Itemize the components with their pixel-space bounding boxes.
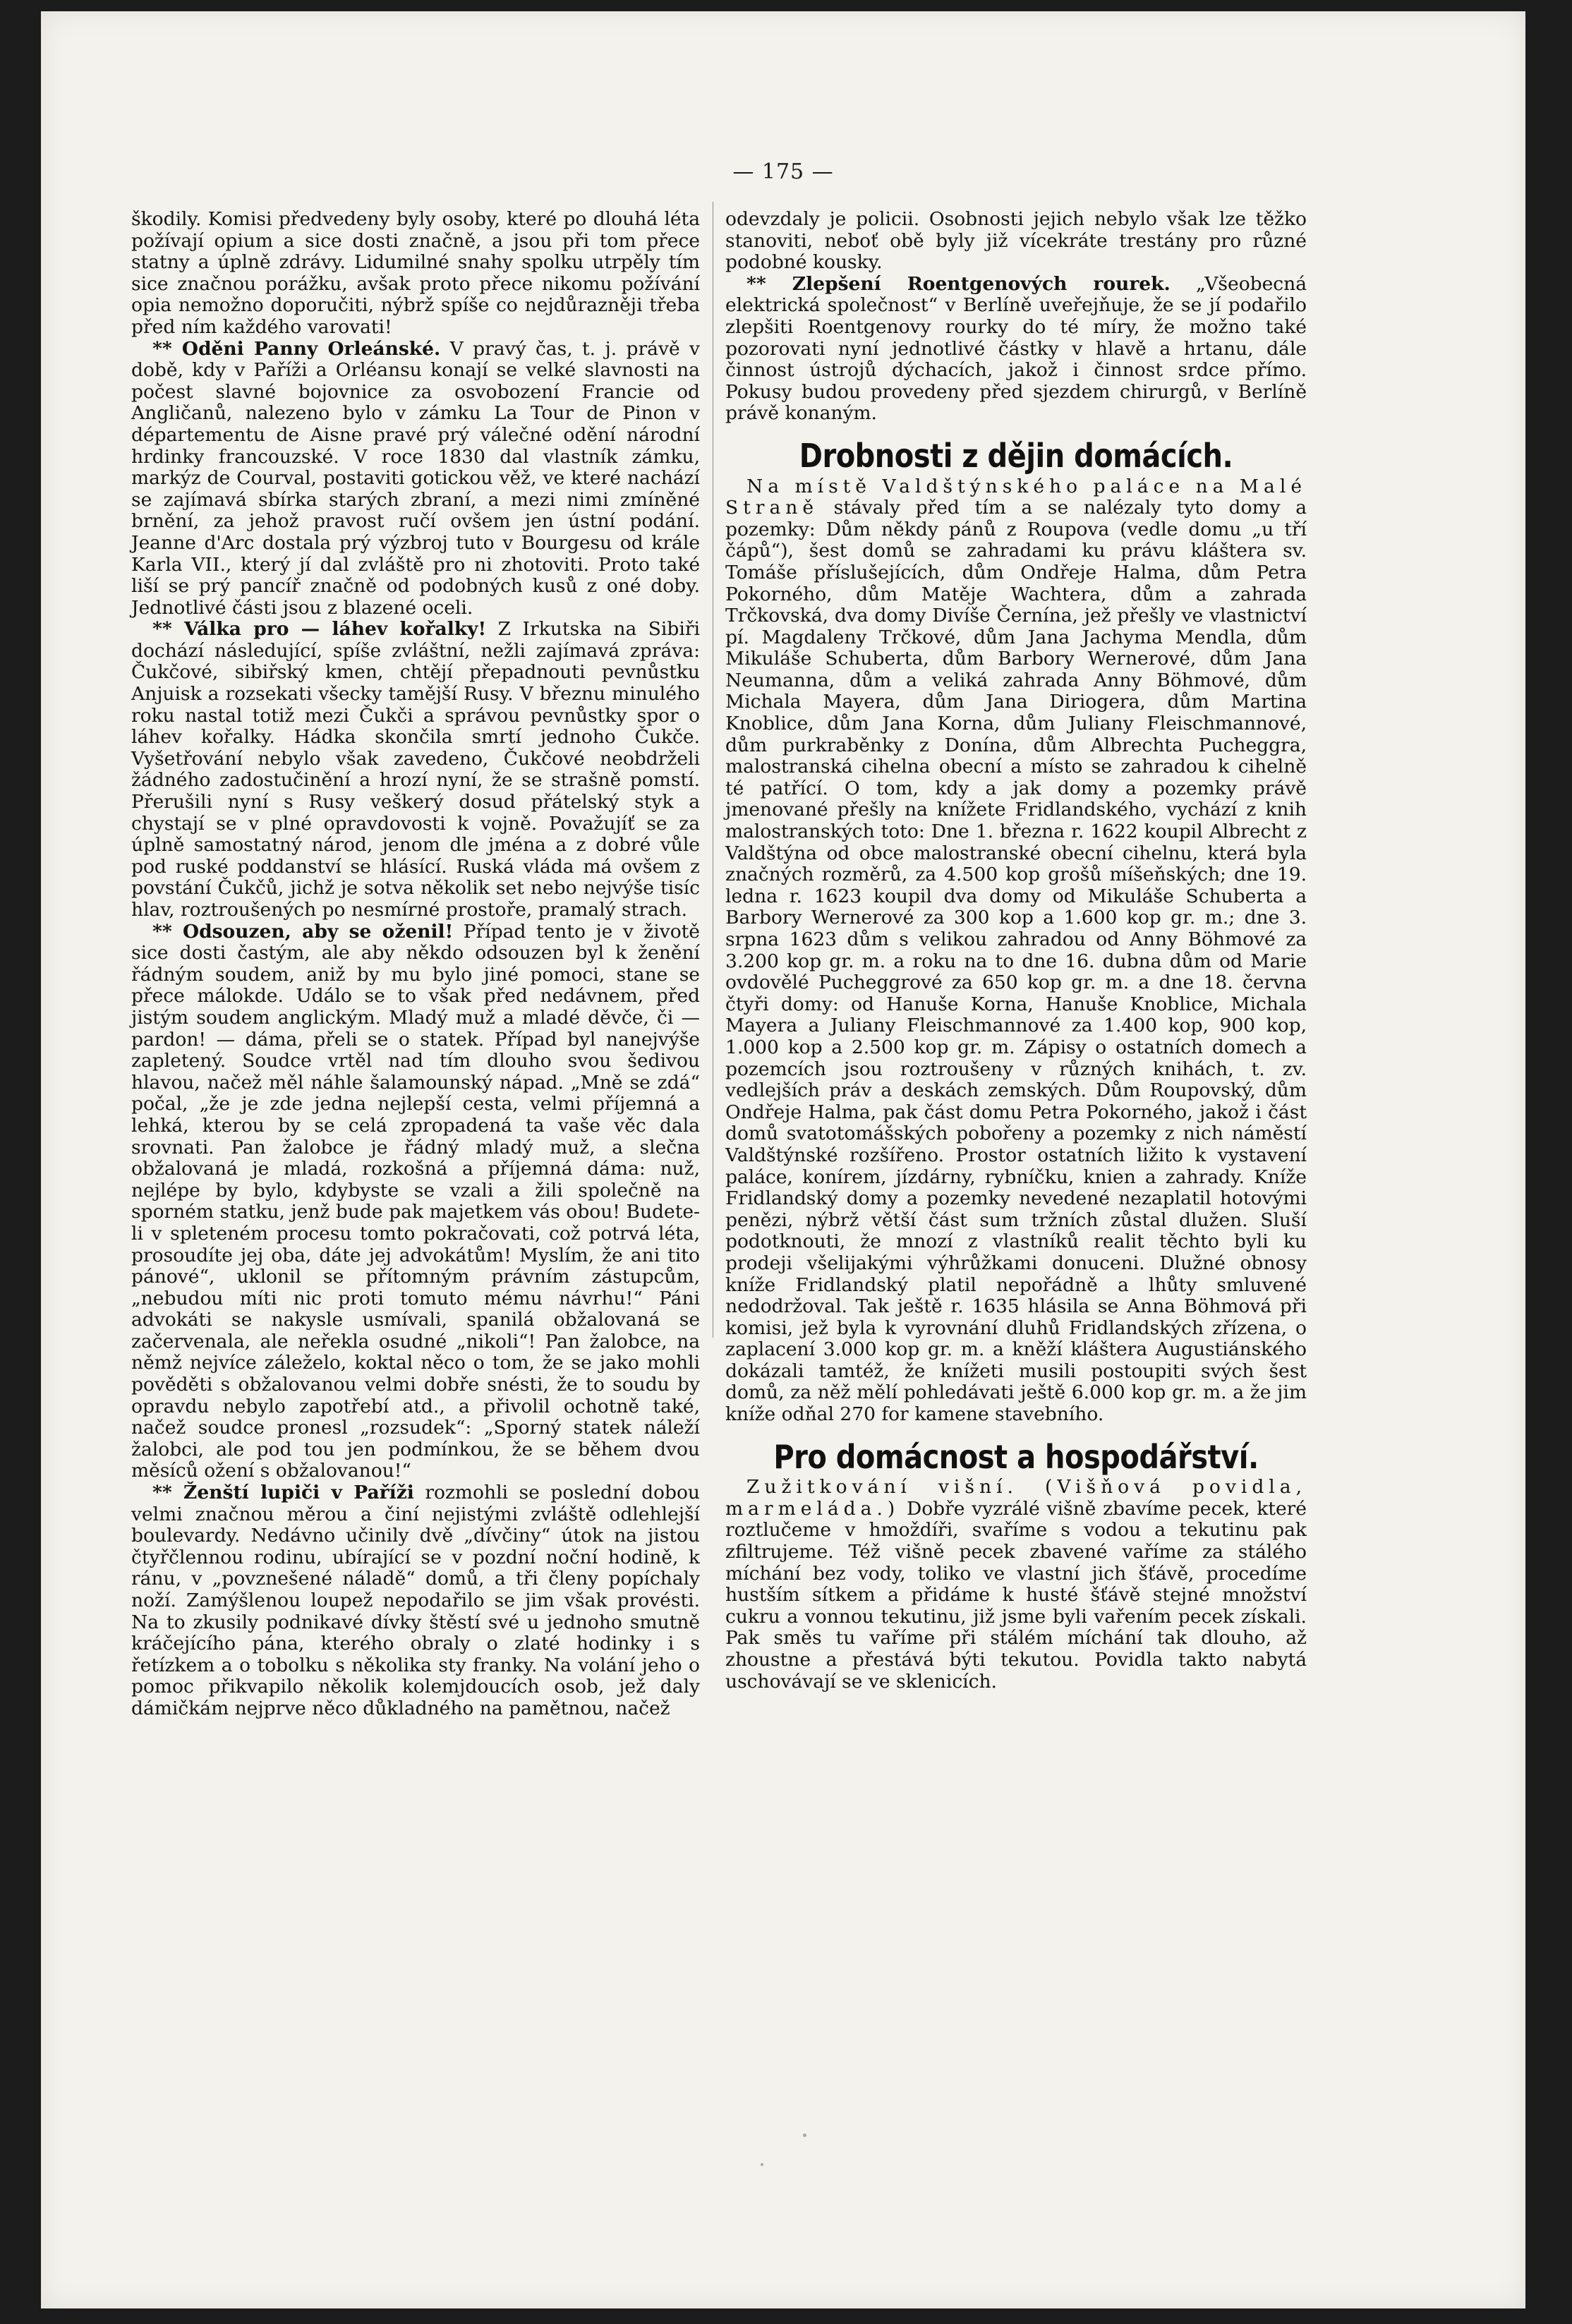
article-joan-of-arc — [131, 339, 700, 619]
article-body: „Všeobecná elektrická společnost“ v Berlíně uveřejňuje, že se jí podařilo zlepšiti Roentgenovy rourky do té míry, že možno také pozorovati nyní jednotlivé částky v hlavě a hrtanu, dále činnost ústrojů dýchacích, jakož i činnost srdce přímo. Pokusy budou provedeny před sjezdem chirurgů, v Berlíně právě konaným. — [725, 272, 1307, 425]
scan-speck — [803, 2134, 806, 2137]
article-opium-end: škodily. Komisi předvedeny byly osoby, které po dlouhá léta požívají opium a sice dosti značně, a jsou při tom přece statny a úplně zdrávy. Lidumilné snahy spolku utrpěly tím sice značnou porážku, avšak proto přece nikomu požívání opia nemožno doporučiti, nýbrž spíše co nejdůrazněji třeba před ním každého varovati! — [131, 208, 700, 338]
scan-speck — [761, 2163, 763, 2166]
article-body: Případ tento je v životě sice dosti častým, ale aby někdo odsouzen byl k ženění řádným soudem, aniž by mu bylo jiné pomoci, stane se přece málokde. Událo se to však před nedávnem, před jistým soudem anglickým. Mladý muž a mladé děvče, či — pardon! — dáma, přeli se o statek. Případ byl nanejvýše zapletený. Soudce vrtěl nad tím dlouho svou šedivou hlavou, načež měl náhle šalamounský nápad. „Mně se zdá“ počal, „že je zde jedna nejlepší cesta, velmi příjemná a lehká, kterou by se celá zpropadená ta vaše věc dala srovnati. Pan žalobce je řádný mladý muž, a slečna obžalovaná je mladá, rozkošná a příjemná dáma: nuž, nejlépe by bylo, kdybyste se vzali a žili společně na sporném statku, jenž bude pak majetkem vás obou! Budete-li v spleteném procesu tomto pokračovati, což potrvá léta, prosoudíte jej oba, dáte jej advokátům! Myslím, že ani tito pánové“, uklonil se přítomným právním zástupcům, „nebudou míti nic proti tomuto mému návrhu!“ Páni advokáti se nakysle usmívali, spanilá obžalovaná se začervenala, ale neřekla osudné „nikoli“! Pan žalobce, na němž nejvíce záleželo, koktal něco o tom, že se jako mohli pověděti s obžalovanou velmi dobře snésti, že to soudu by opravdu nebylo zapotřebí atd., a přivolil ochotně také, načež soudce pronesl „rozsudek“: „Sporný statek náleží žalobci, ale pod tou jen podmínkou, že se během dvou měsíců ožení s obžalovanou!“ — [131, 920, 700, 1482]
article-body: Z Irkutska na Sibiři dochází následující, spíše zvláštní, nežli zajímavá zpráva: Čukčové, sibiřský kmen, chtějí přepadnouti pevnůstku Anjuisk a rozsekati všecky tamější Rusy. V březnu minulého roku nastal totiž mezi Čukči a správou pevnůstky spor o láhev kořalky. Hádka skončila smrtí jednoho Čukče. Vyšetřování nebylo však zavedeno, Čukčové neobdrželi žádného zadostučinění a hrozí nyní, že se strašně pomstí. Přerušili nyní s Rusy veškerý dosud přátelský styk a chystají se v plné opravdovosti k vojně. Považujíť se za úplně samostatný národ, jenom dle jména a z dobré vůle pod ruské poddanství se hlásící. Ruská vláda má ovšem z povstání Čukčů, jichž je sotva několik set nebo nejvýše tisíc hlav, roztroušených po nesmírné prostoře, pramalý strach. — [131, 618, 700, 921]
right-column — [725, 209, 1307, 1693]
article-body: V pravý čas, t. j. právě v době, kdy v Paříži a Orléansu konají se velké slavnosti na počest slavné bojovnice za osvobození Francie od Angličanů, nalezeno bylo v zámku La Tour de Pinon v départementu de Aisne pravé prý válečné odění národní hrdinky francouzské. V roce 1830 dal vlastník zámku, markýz de Courval, postaviti gotickou věž, ve které nachází se zajímavá sbírka starých zbraní, a mezi nimi zmíněné brnění, za jehož pravost ručí ovšem jen ústní podání. Jeanne d'Arc dostala prý výzbroj tuto v Bourgesu od krále Karla VII., který jí dal zvláště pro ni zhotoviti. Proto také liší se prý pancíř značně od podobných kusů z oné doby. Jednotlivé části jsou z blazené oceli. — [131, 337, 700, 619]
article-female-robbers — [131, 1482, 700, 1720]
article-sentenced-to-marry — [131, 921, 700, 1482]
article-heading: ** Ženští lupiči v Paříži — [152, 1482, 414, 1504]
article-heading: Zužitkování višní. (Višňová povidla, marmeláda.) — [725, 1476, 1307, 1520]
article-heading: ** Oděni Panny Orleánské. — [152, 337, 441, 360]
article-heading: ** Válka pro — láhev kořalky! — [152, 618, 487, 641]
article-war-for-liquor — [131, 619, 700, 921]
article-heading: ** Zlepšení Roentgenových rourek. — [746, 272, 1171, 295]
article-cherries — [725, 1477, 1307, 1693]
section-title-history: Drobnosti z dějin domácích. — [799, 437, 1233, 476]
article-valdstejn-palace — [725, 476, 1307, 1426]
article-body: stávaly před tím a se nalézaly tyto domy a pozemky: Dům někdy pánů z Roupova (vedle domu „u tří čápů“), šest domů se zahradami ku právu kláštera sv. Tomáše příslušejících, dům Ondřeje Halma, dům Petra Pokorného, dům Matěje Wachtera, dům a zahrada Trčkovská, dva domy Divíše Černína, jež přešly ve vlastnictví pí. Magdaleny Trčkové, dům Jana Jachyma Mendla, dům Mikuláše Schuberta, dům Barbory Wernerové, dům Jana Neumanna, dům a veliká zahrada Anny Böhmové, dům Michala Mayera, dům Jana Diriogera, dům Martina Knoblice, dům Jana Korna, dům Juliany Fleischmannové, dům purkraběnky z Donína, dům Albrechta Pucheggra, malostranská cihelna obecní a místo se zahradou k cihelně té patřící. O tom, kdy a jak domy a pozemky právě jmenované přešly na knížete Fridlandského, vychází z knih malostranských toto: Dne 1. března r. 1622 koupil Albrecht z Valdštýna od obce malostranské obecní cihelnu, která byla značných rozměrů, za 4.500 kop grošů míšeňských; dne 19. ledna r. 1623 koupil dva domy od Mikuláše Schuberta a Barbory Wernerové za 300 kop a 1.600 kop gr. m.; dne 3. srpna 1623 dům s velikou zahradou od Anny Böhmové za 3.200 kop gr. m. a roku na to dne 16. dubna dům od Marie ovdovělé Pucheggrové za 650 kop gr. m. a dne 18. června čtyři domy: od Hanuše Korna, Hanuše Knoblice, Michala Mayera a Juliany Fleischmannové za 1.400 kop, 900 kop, 1.000 kop a 2.500 kop gr. m. Zápisy o ostatních domech a pozemcích jsou roztroušeny v různých knihách, t. zv. vedlejších práv a deskách zemských. Dům Roupovský, dům Ondřeje Halma, pak část domu Petra Pokorného, jakož i část domů svatotomášských pobořeny a pozemky z nich náměstí Valdštýnské rozšířeno. Prostor ostatních ližito k vystavení paláce, konírem, jízdárny, rybníčku, knien a zahrady. Kníže Fridlandský domy a pozemky nevedené nezaplatil hotovými penězi, nýbrž větší část sum tržních zůstal dlužen. Sluší podotknouti, že mnozí z vlastníků realit těchto byli ku prodeji všelijakými výhrůžkami donuceni. Dlužné obnosy kníže Fridlandský platil nepořádně a lhůty smluvené nedodržoval. Tak ještě r. 1635 hlásila se Anna Böhmová při komisi, jež byla k vyrovnání dluhů Fridlandských zřízena, o zaplacení 3.000 kop gr. m. a kněží kláštera Augustiánského dokázali tamtéž, že knížeti musili postoupiti svých šest domů, za něž mělí pohledávati ještě 6.000 kop gr. m. a že jim kníže odňal 270 for kamene stavebního. — [725, 497, 1307, 1426]
article-roentgen-tubes — [725, 274, 1307, 425]
page-number: — 175 — — [732, 159, 834, 184]
article-female-robbers-end: odevzdaly je policii. Osobnosti jejich nebylo však lze těžko stanoviti, neboť obě byly již vícekráte trestány pro různé podobné kousky. — [725, 208, 1307, 274]
article-heading: ** Odsouzen, aby se oženil! — [152, 920, 454, 943]
left-column — [131, 209, 700, 1720]
newspaper-page — [41, 11, 1525, 2308]
section-title-household: Pro domácnost a hospodářství. — [773, 1439, 1259, 1477]
article-body: Dobře vyzrálé višně zbavíme pecek, které roztlučeme v hmoždíři, svaříme s vodou a tekutinu pak zfiltrujeme. Též višně pecek zbavené vaříme za stálého míchání bez vody, toliko ve vlastní jich šťávě, procedíme hustším sítkem a přidáme k husté šťávě stejné množství cukru a vonnou tekutinu, již jsme byli vařením pecek získali. Pak směs tu vaříme při stálém míchání tak dlouho, až zhoustne a přestává býti tekutou. Povidla takto nabytá uschovávají se ve sklenicích. — [725, 1497, 1307, 1693]
article-heading: Na místě Valdštýnského paláce na Malé Straně — [725, 475, 1307, 519]
article-body: rozmohli se poslední dobou velmi značnou měrou a činí nejistými zvláště odlehlejší boulevardy. Nedávno učinily dvě „dívčiny“ útok na jistou čtyřčlennou rodinu, ubírající se v pozdní noční hodině, k ránu, v „povznešené náladě“ domů, a tři členy popíchaly noží. Zamýšlenou loupež nepodařilo se jim však provésti. Na to zkusily podnikavé dívky štěstí své u jednoho smutně kráčejícího pána, kterého obraly o zlaté hodinky i s řetízkem a o tobolku s několika sty franky. Na volání jeho o pomoc přikvapilo několik kolemjdoucích osob, jež daly dámičkám nejprve něco důkladného na pamětnou, načež — [131, 1482, 700, 1719]
